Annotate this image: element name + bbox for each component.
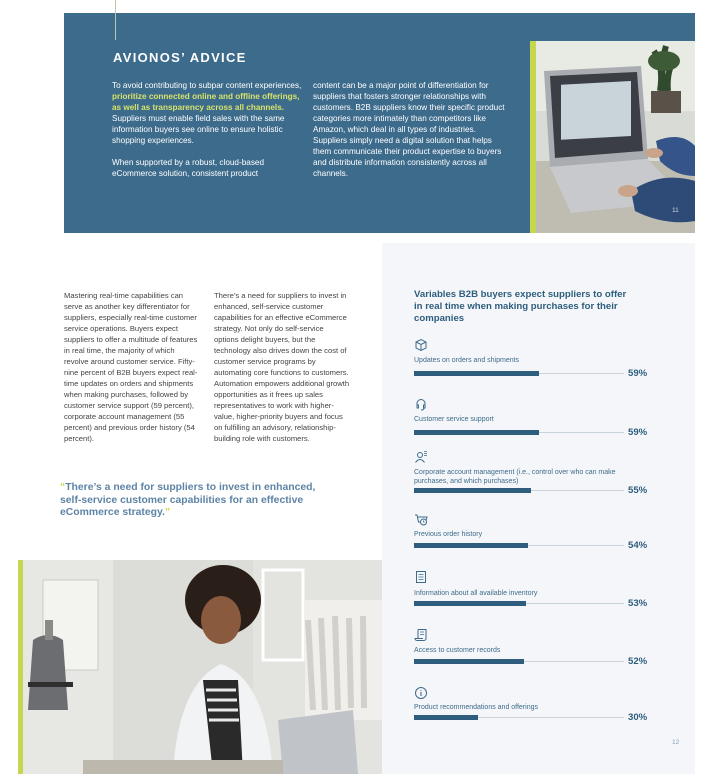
stat-label: Previous order history (414, 531, 483, 538)
stat-row (414, 570, 428, 589)
pull-quote: “There’s a need for suppliers to invest in enhanced, self-service customer capabilities for an effective eCommerce strategy.” (60, 482, 316, 518)
stat-row (414, 338, 428, 357)
bar-fill (414, 659, 524, 664)
stat-percentage: 59% (628, 368, 648, 379)
stat-label: Information about all available inventory (414, 590, 538, 597)
advice-title: AVIONOS’ ADVICE (113, 50, 247, 65)
stat-label: Customer service support (414, 416, 494, 423)
stat-percentage: 30% (628, 712, 648, 723)
bar-fill (414, 715, 478, 720)
stat-label: Access to customer records (414, 647, 501, 654)
stat-row (414, 450, 428, 469)
records-icon (414, 628, 428, 642)
laptop-photo (536, 41, 695, 233)
bar-fill (414, 601, 526, 606)
bar-fill (414, 488, 531, 493)
stat-label: Product recommendations and offerings (414, 704, 538, 711)
stat-percentage: 53% (628, 598, 648, 609)
bar-fill (414, 543, 528, 548)
headset-icon (414, 397, 428, 411)
stat-label: Updates on orders and shipments (414, 357, 520, 364)
account-icon (414, 450, 428, 464)
body-column-2: There’s a need for suppliers to invest in enhanced, self-service customer capabilities for an effective eCommerce strategy. Not only do self-service options delight buyers, but the technology also drives down the cost of customer service programs by automating core functions to customers. Automation empowers additional growth opportunities as it frees up sales representatives to work with higher-value, higher-priority buyers and focus on fulfilling an advisory, relationship-building role with customers. (214, 291, 350, 443)
page-number: 11 (672, 207, 679, 214)
advice-column-1: To avoid contributing to subpar content experiences, prioritize connected online and offline offerings, as well as transparency across all channels. Suppliers must enable field sales with the same information buyers see online to ensure holistic shopping experiences. When supported by a robust, cloud-based eCommerce solution, consistent product (112, 81, 302, 178)
stat-percentage: 52% (628, 656, 648, 667)
stat-row (414, 628, 428, 647)
stat-percentage: 54% (628, 540, 648, 551)
bar-fill (414, 371, 539, 376)
body-column-1: Mastering real-time capabilities can serve as another key differentiator for suppliers, especially real-time customer service operations. Buyers expect suppliers to offer a multitude of features in real time, the majority of which revolve around customer service. Fifty-nine percent of B2B buyers expect real-time updates on orders and shipments when making purchases, followed by customer service support (59 percent), corporate account management (55 percent) and previous order history (54 percent). (64, 291, 198, 443)
quote-open-mark: “ (60, 482, 66, 493)
quote-close-mark: ” (164, 507, 171, 518)
highlighted-text: prioritize connected online and offline offerings, as well as transparency across all channels. (112, 92, 300, 112)
info-icon (414, 686, 428, 700)
advice-column-2: content can be a major point of differentiation for suppliers that fosters stronger relationships with customers. B2B suppliers know their specific product categories more intimately than competitors like Amazon, which deal in all types of industries. Suppliers simply need a digital solution that helps them communicate their product expertise to buyers and distribute information consistently across all channels. (313, 81, 505, 178)
woman-laptop-photo (23, 560, 384, 774)
page-number: 12 (672, 739, 680, 746)
box-icon (414, 338, 428, 352)
divider (115, 0, 116, 40)
stat-row (414, 397, 428, 416)
stats-title: Variables B2B buyers expect suppliers to offer in real time when making purchases for their companies (414, 289, 627, 324)
stat-percentage: 55% (628, 485, 648, 496)
bar-fill (414, 430, 539, 435)
stat-label: Corporate account management (i.e., control over who can make purchases, and which purchases) (414, 469, 616, 485)
stat-percentage: 59% (628, 427, 648, 438)
cart-history-icon (414, 513, 428, 527)
inventory-icon (414, 570, 428, 584)
